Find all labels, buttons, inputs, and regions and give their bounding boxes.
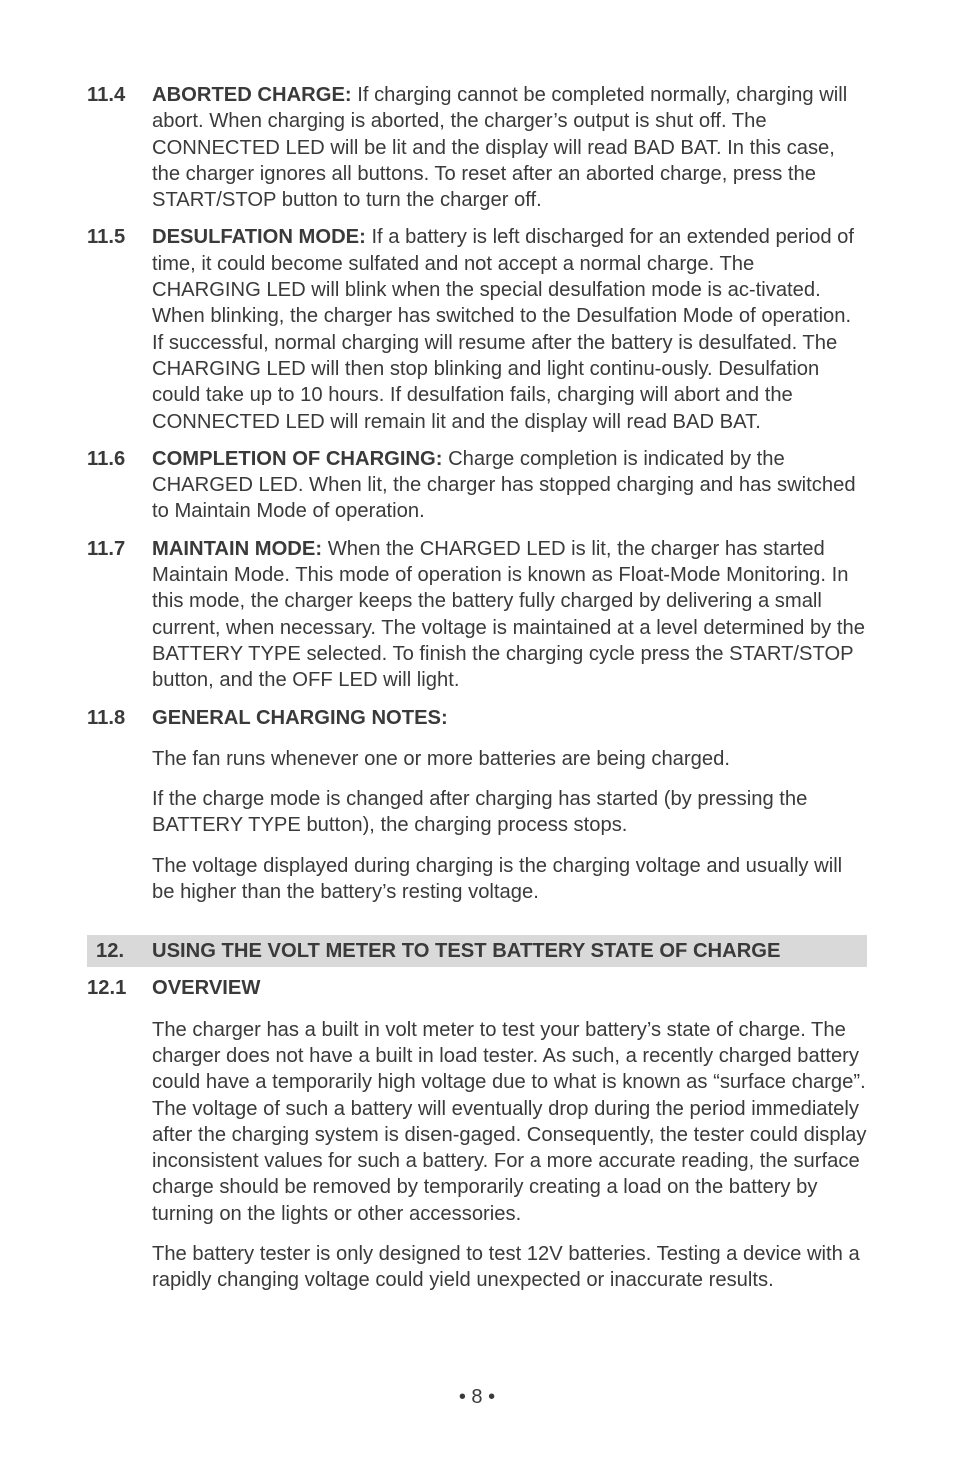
section-body bbox=[152, 536, 867, 694]
section-11-4 bbox=[87, 82, 867, 213]
section-heading: MAINTAIN MODE: bbox=[152, 537, 323, 560]
manual-page bbox=[87, 82, 867, 1308]
section-text: When the CHARGED LED is lit, the charger has started Maintain Mode. This mode of operation is known as Float-Mode Monitoring. In this mode, the charger keeps the battery fully charged by delivering a small current, when necessary. The voltage is maintained at a level determined by the BATTERY TYPE selected. To finish the charging cycle press the START/STOP button, and the OFF LED will light. bbox=[152, 537, 865, 692]
section-text: If charging cannot be completed normally, charging will abort. When charging is aborted, the charger’s output is shut off. The CONNECTED LED will be lit and the display will read BAD BAT. In this case, the charger ignores all buttons. To reset after an aborted charge, press the START/STOP button to turn the charger off. bbox=[152, 84, 848, 212]
section-number: 11.6 bbox=[87, 447, 126, 470]
section-heading: COMPLETION OF CHARGING: bbox=[152, 447, 443, 470]
section-heading: OVERVIEW bbox=[152, 977, 261, 1000]
section-body bbox=[152, 82, 867, 213]
section-body bbox=[152, 975, 867, 1001]
paragraph: If the charge mode is changed after charging has started (by pressing the BATTERY TYPE button), the charging process stops. bbox=[152, 788, 808, 837]
section-number: 11.8 bbox=[87, 706, 126, 729]
section-12-1 bbox=[87, 975, 867, 1001]
section-11-6 bbox=[87, 446, 867, 525]
section-11-5 bbox=[87, 224, 867, 434]
section-body bbox=[152, 705, 867, 731]
section-number: 12.1 bbox=[87, 977, 127, 1000]
section-heading: GENERAL CHARGING NOTES: bbox=[152, 706, 448, 729]
chapter-heading-bar bbox=[87, 935, 867, 967]
paragraph: The battery tester is only designed to test 12V batteries. Testing a device with a rapidly changing voltage could yield unexpected or inaccurate results. bbox=[152, 1242, 860, 1292]
paragraph: The voltage displayed during charging is the charging voltage and usually will be higher than the battery’s resting voltage. bbox=[152, 854, 843, 904]
paragraph: The fan runs whenever one or more batteries are being charged. bbox=[152, 747, 730, 770]
section-number: 11.4 bbox=[87, 84, 126, 106]
section-11-8 bbox=[87, 705, 867, 731]
section-text: Charge completion is indicated by the CHARGED LED. When lit, the charger has stopped charging and has switched to Maintain Mode of operation. bbox=[152, 447, 856, 523]
paragraph: The charger has a built in volt meter to test your battery’s state of charge. The charger does not have a built in load tester. As such, a recently charged battery could have a temporarily high voltage due to what is known as “surface charge”. The voltage of such a battery will eventually drop during the period immediately after the charging system is disen-gaged. Consequently, the tester could display inconsistent values for such a battery. For a more accurate reading, the surface charge should be removed by temporarily creating a load on the battery by turning on the lights or other accessories. bbox=[152, 1018, 867, 1225]
chapter-number: 12. bbox=[96, 940, 125, 963]
section-body bbox=[152, 446, 867, 525]
chapter-title: USING THE VOLT METER TO TEST BATTERY STATE OF CHARGE bbox=[152, 940, 781, 963]
section-heading: ABORTED CHARGE: bbox=[152, 84, 352, 106]
section-body bbox=[152, 224, 867, 434]
page-number: • 8 • bbox=[458, 1386, 496, 1408]
section-text: If a battery is left discharged for an extended period of time, it could become sulfated and not accept a normal charge. The CHARGING LED will blink when the special desulfation mode is ac-tivated. When blinking, the charger has switched to the Desulfation Mode of operation. If successful, normal charging will resume after the battery is desulfated. The CHARGING LED will then stop blinking and light continu-ously. Desulfation could take up to 10 hours. If desulfation fails, charging will abort and the CONNECTED LED will remain lit and the display will read BAD BAT. bbox=[152, 226, 855, 433]
section-number: 11.5 bbox=[87, 226, 126, 249]
section-heading: DESULFATION MODE: bbox=[152, 226, 366, 249]
section-11-7 bbox=[87, 536, 867, 694]
section-number: 11.7 bbox=[87, 537, 126, 560]
